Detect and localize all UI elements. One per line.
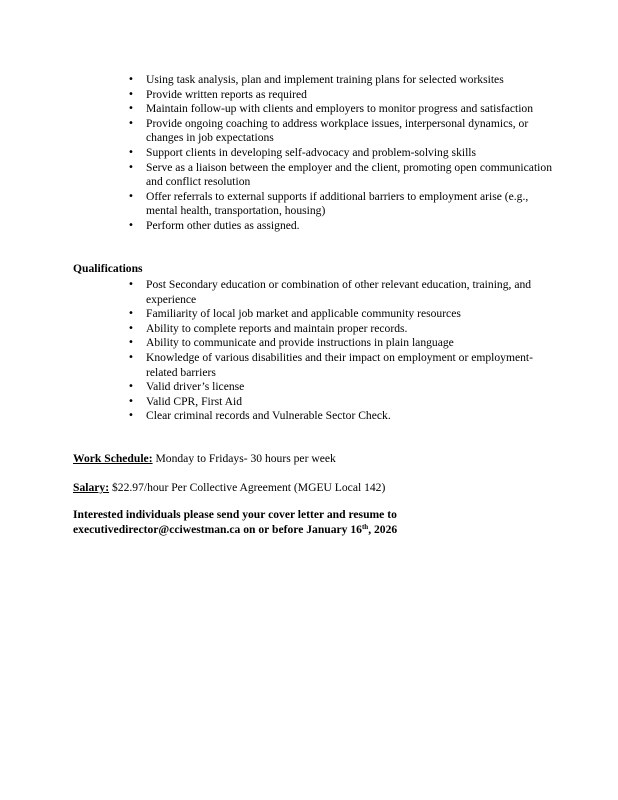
application-instructions <box>73 508 543 537</box>
list-item: • Provide written reports as required <box>146 88 556 103</box>
list-item: • Serve as a liaison between the employer and the client, promoting open communication and conflict resolution <box>146 161 556 190</box>
qualifications-heading: Qualifications <box>73 262 143 275</box>
list-item: • Valid driver’s license <box>146 380 556 395</box>
list-item: • Knowledge of various disabilities and their impact on employment or employment-related barriers <box>146 351 556 380</box>
date-ordinal-suffix: th <box>361 522 369 531</box>
list-item: • Clear criminal records and Vulnerable Sector Check. <box>146 409 556 424</box>
list-item: • Support clients in developing self-advocacy and problem-solving skills <box>146 146 556 161</box>
list-item: • Post Secondary education or combination of other relevant education, training, and experience <box>146 278 556 307</box>
list-item: • Valid CPR, First Aid <box>146 395 556 410</box>
list-item: • Perform other duties as assigned. <box>146 219 556 234</box>
list-item: • Provide ongoing coaching to address workplace issues, interpersonal dynamics, or changes in job expectations <box>146 117 556 146</box>
salary-value: $22.97/hour Per Collective Agreement (MGEU Local 142) <box>111 481 386 494</box>
list-item: • Familiarity of local job market and applicable community resources <box>146 307 556 322</box>
deadline-year: , 2026 <box>368 522 398 536</box>
application-line-2 <box>73 523 543 538</box>
application-email-deadline: executivedirector@cciwestman.ca on or before January 16 <box>73 522 362 536</box>
list-item: • Maintain follow-up with clients and employers to monitor progress and satisfaction <box>146 102 556 117</box>
salary-label: Salary: <box>73 481 110 494</box>
work-schedule-line <box>73 452 336 467</box>
salary-line <box>73 481 385 496</box>
application-line-1: Interested individuals please send your cover letter and resume to <box>73 508 397 521</box>
list-item: • Offer referrals to external supports if additional barriers to employment arise (e.g., mental health, transportation, housing) <box>146 190 556 219</box>
list-item: • Using task analysis, plan and implement training plans for selected worksites <box>146 73 556 88</box>
list-item: • Ability to communicate and provide instructions in plain language <box>146 336 556 351</box>
work-schedule-label: Work Schedule: <box>73 452 153 465</box>
list-item: • Ability to complete reports and maintain proper records. <box>146 322 556 337</box>
qualifications-list <box>146 278 556 424</box>
duties-list <box>146 73 556 234</box>
work-schedule-value: Monday to Fridays- 30 hours per week <box>155 452 336 465</box>
